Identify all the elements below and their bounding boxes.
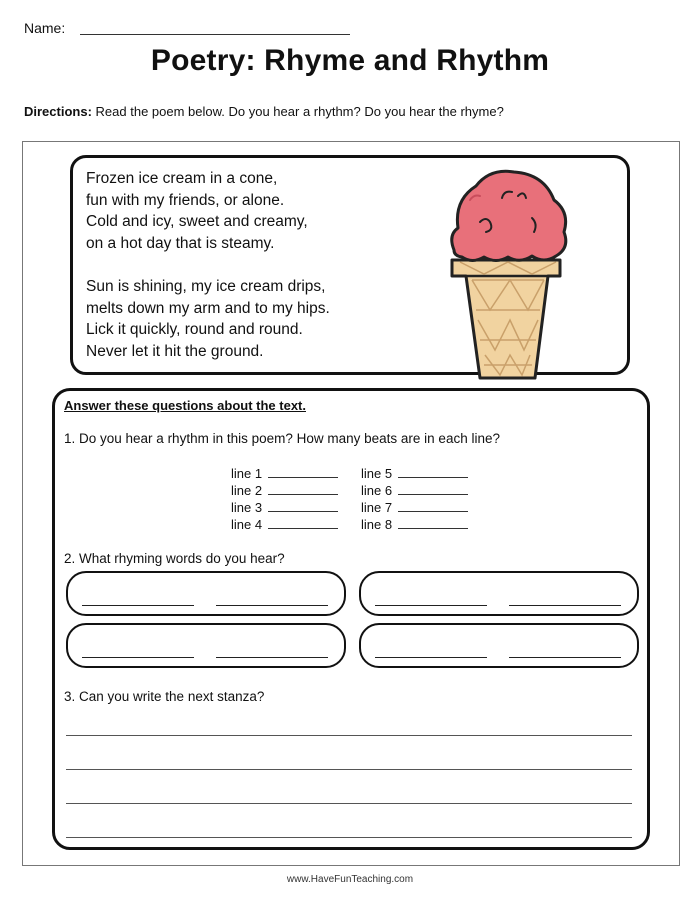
question-2: 2. What rhyming words do you hear? — [64, 551, 285, 566]
directions-text: Read the poem below. Do you hear a rhythm? Do you hear the rhyme? — [95, 104, 504, 119]
writing-line[interactable] — [66, 803, 632, 804]
beat-line-8[interactable]: line 8 — [361, 517, 468, 532]
cone-shape — [452, 260, 560, 378]
directions — [24, 104, 504, 119]
ice-cream-cone-icon — [440, 160, 580, 385]
rhyme-pair-box[interactable] — [66, 571, 346, 616]
page-title: Poetry: Rhyme and Rhythm — [150, 44, 550, 77]
beat-line-1[interactable]: line 1 — [231, 466, 338, 481]
rhyme-pair-box[interactable] — [359, 571, 639, 616]
poem-line: Frozen ice cream in a cone, — [86, 170, 278, 187]
beat-line-2[interactable]: line 2 — [231, 483, 338, 498]
beat-line-6[interactable]: line 6 — [361, 483, 468, 498]
directions-label: Directions: — [24, 104, 92, 119]
poem-line: Lick it quickly, round and round. — [86, 321, 303, 338]
questions-heading: Answer these questions about the text. — [64, 398, 306, 413]
rhyme-pair-box[interactable] — [359, 623, 639, 668]
beat-line-4[interactable]: line 4 — [231, 517, 338, 532]
writing-line[interactable] — [66, 769, 632, 770]
rhyme-pair-box[interactable] — [66, 623, 346, 668]
poem-line: on a hot day that is steamy. — [86, 234, 275, 252]
questions-box — [52, 388, 650, 850]
writing-line[interactable] — [66, 735, 632, 736]
poem-line: Never let it hit the ground. — [86, 342, 264, 360]
beat-line-7[interactable]: line 7 — [361, 500, 468, 515]
poem-text — [86, 168, 330, 362]
question-1: 1. Do you hear a rhythm in this poem? How many beats are in each line? — [64, 431, 500, 446]
question-3: 3. Can you write the next stanza? — [64, 689, 265, 704]
poem-line: Cold and icy, sweet and creamy, — [86, 213, 308, 230]
writing-line[interactable] — [66, 837, 632, 838]
scoop-shape — [452, 171, 566, 260]
name-label: Name: — [24, 20, 66, 36]
footer-url: www.HaveFunTeaching.com — [286, 874, 414, 885]
poem-line: fun with my friends, or alone. — [86, 191, 285, 209]
beat-line-3[interactable]: line 3 — [231, 500, 338, 515]
poem-line: Sun is shining, my ice cream drips, — [86, 278, 326, 295]
name-line[interactable] — [80, 34, 350, 35]
beat-line-5[interactable]: line 5 — [361, 466, 468, 481]
poem-line: melts down my arm and to my hips. — [86, 299, 330, 317]
